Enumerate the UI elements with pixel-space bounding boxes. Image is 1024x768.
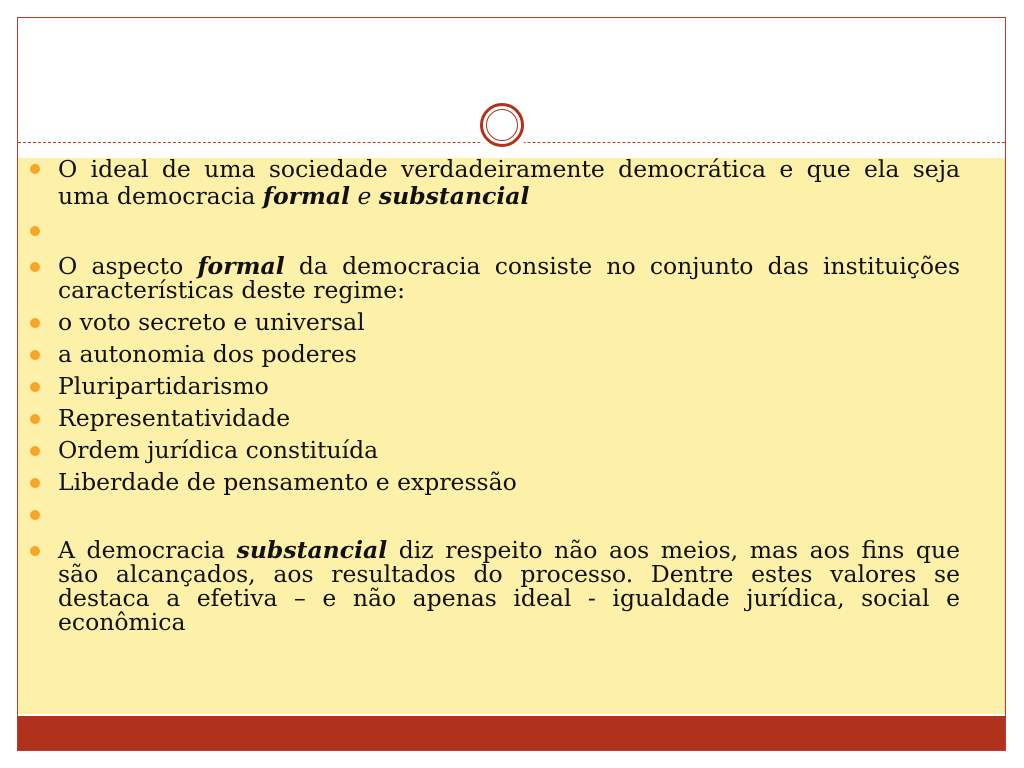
bullet-dot-icon bbox=[30, 164, 40, 174]
bullet-text: Liberdade de pensamento e expressão bbox=[58, 468, 517, 496]
emphasis-substancial: substancial bbox=[236, 536, 388, 564]
bullet-text: A democracia bbox=[58, 536, 237, 564]
ornament-inner-ring bbox=[486, 109, 518, 141]
bullet-dot-icon bbox=[30, 382, 40, 392]
bullet-text: da democracia consiste no conjunto das instituições características deste regime: bbox=[58, 252, 960, 304]
bullet-item bbox=[30, 538, 960, 634]
emphasis-substancial: substancial bbox=[378, 182, 530, 210]
bullet-item bbox=[30, 374, 960, 398]
footer-band bbox=[18, 716, 1005, 750]
bullet-item bbox=[30, 156, 960, 210]
bullet-dot-icon bbox=[30, 478, 40, 488]
bullet-text: o voto secreto e universal bbox=[58, 308, 365, 336]
bullet-text: a autonomia dos poderes bbox=[58, 340, 357, 368]
bullet-dot-icon bbox=[30, 318, 40, 328]
emphasis-formal: formal bbox=[197, 252, 285, 280]
bullet-text: diz respeito não aos meios, mas aos fins que são alcançados, aos resultados do processo. Dentre estes valores se destaca a efetiva – e não apenas ideal - igualdade jurídica, social e econômica bbox=[58, 536, 960, 636]
bullet-text: Ordem jurídica constituída bbox=[58, 436, 379, 464]
bullet-text: Representatividade bbox=[58, 404, 291, 432]
bullet-dot-icon bbox=[30, 510, 40, 520]
circle-ornament-icon bbox=[474, 97, 530, 153]
bullet-text: Pluripartidarismo bbox=[58, 372, 269, 400]
bullet-dot-icon bbox=[30, 350, 40, 360]
bullet-item bbox=[30, 406, 960, 430]
bullet-text: O aspecto bbox=[58, 252, 198, 280]
bullet-list bbox=[30, 156, 960, 634]
bullet-item-empty bbox=[30, 502, 960, 530]
bullet-item-empty bbox=[30, 218, 960, 246]
bullet-dot-icon bbox=[30, 446, 40, 456]
bullet-text: O ideal de uma sociedade verdadeiramente democrática e que ela seja uma democracia bbox=[58, 155, 960, 210]
bullet-item bbox=[30, 470, 960, 494]
bullet-dot-icon bbox=[30, 226, 40, 236]
bullet-dot-icon bbox=[30, 414, 40, 424]
bullet-item bbox=[30, 342, 960, 366]
conjunction-e: e bbox=[350, 182, 379, 210]
ornament-ring bbox=[480, 103, 524, 147]
bullet-item bbox=[30, 438, 960, 462]
bullet-item bbox=[30, 310, 960, 334]
bullet-dot-icon bbox=[30, 546, 40, 556]
emphasis-formal: formal bbox=[262, 182, 351, 210]
bullet-dot-icon bbox=[30, 262, 40, 272]
bullet-item bbox=[30, 254, 960, 302]
